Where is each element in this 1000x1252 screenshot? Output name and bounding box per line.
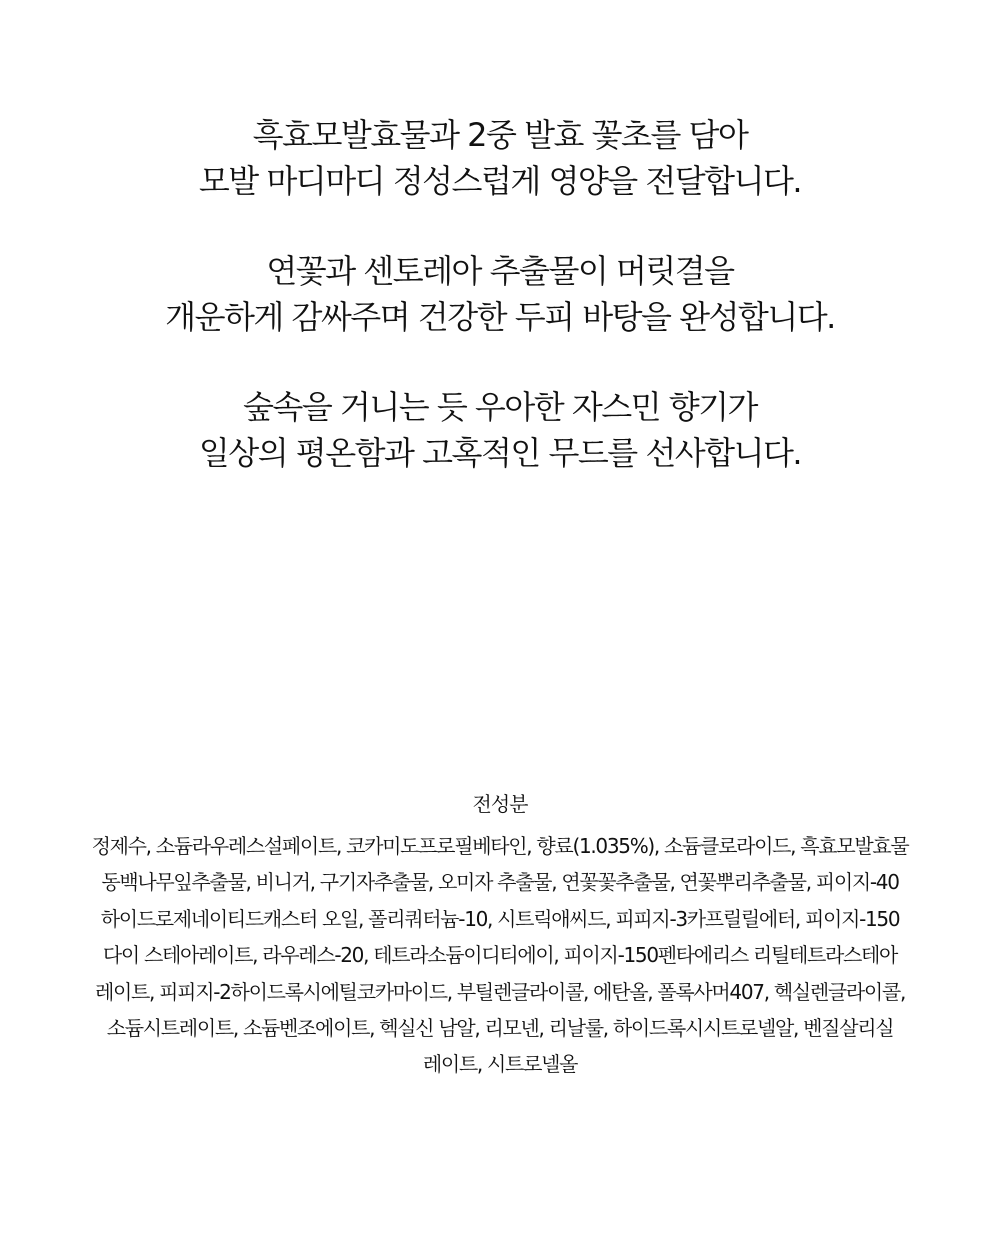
ingredients-line: 하이드로제네이티드캐스터 오일, 폴리쿼터늄-10, 시트릭애씨드, 피피지-3카프릴릴에터, 피이지-150 [100, 906, 900, 931]
intro-text [0, 112, 1000, 520]
ingredients-line: 소듐시트레이트, 소듐벤조에이트, 헥실신 남알, 리모넨, 리날룰, 하이드록시시트로넬알, 벤질살리실 [106, 1016, 894, 1041]
intro-line: 숲속을 거니는 듯 우아한 자스민 향기가 [243, 388, 757, 426]
intro-line: 개운하게 감싸주며 건강한 두피 바탕을 완성합니다. [165, 298, 835, 336]
intro-paragraph-3 [0, 384, 1000, 476]
intro-line: 연꽃과 센토레아 추출물이 머릿결을 [266, 252, 734, 290]
intro-paragraph-1 [0, 112, 1000, 204]
intro-line: 모발 마디마디 정성스럽게 영양을 전달합니다. [198, 162, 802, 200]
ingredients-section [0, 786, 1000, 1083]
intro-paragraph-2 [0, 248, 1000, 340]
ingredients-line: 동백나무잎추출물, 비니거, 구기자추출물, 오미자 추출물, 연꽃꽃추출물, 연꽃뿌리추출물, 피이지-40 [101, 870, 899, 895]
ingredients-title: 전성분 [472, 792, 528, 816]
ingredients-line: 레이트, 피피지-2하이드록시에틸코카마이드, 부틸렌글라이콜, 에탄올, 폴록사머407, 헥실렌글라이콜, [94, 979, 906, 1004]
ingredients-line: 정제수, 소듐라우레스설페이트, 코카미도프로필베타인, 향료(1.035%), 소듐클로라이드, 흑효모발효물 [91, 834, 909, 858]
intro-line: 일상의 평온함과 고혹적인 무드를 선사합니다. [198, 434, 802, 472]
ingredients-line: 다이 스테아레이트, 라우레스-20, 테트라소듐이디티에이, 피이지-150펜타에리스 리틸테트라스테아 [102, 943, 898, 968]
ingredients-line: 레이트, 시트로넬올 [422, 1052, 578, 1077]
intro-line: 흑효모발효물과 2중 발효 꽃초를 담아 [252, 116, 748, 154]
